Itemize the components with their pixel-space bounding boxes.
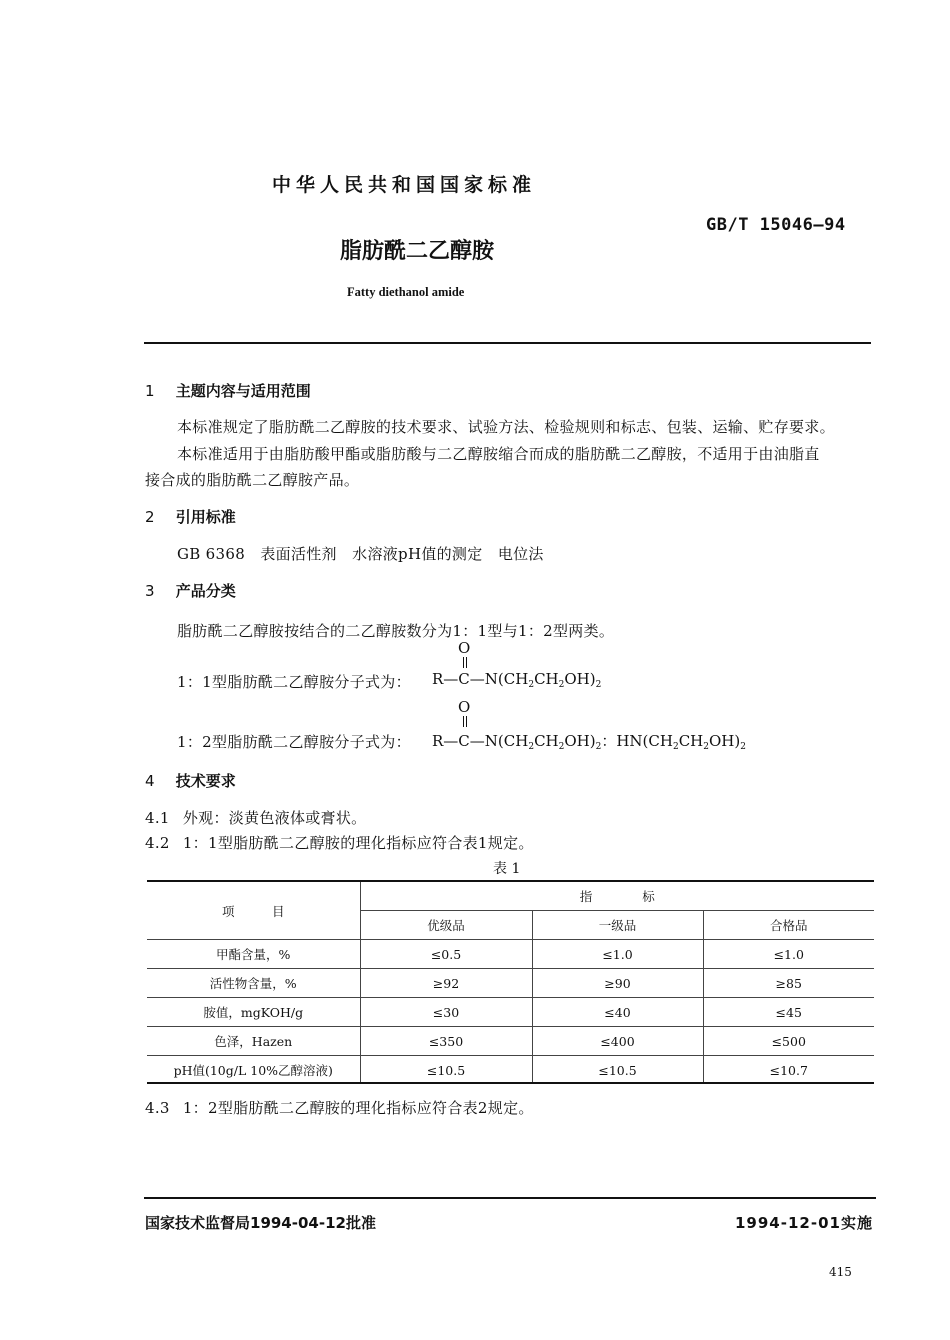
cell-value: ≤45 xyxy=(703,998,874,1027)
section-1-heading xyxy=(145,380,311,401)
section-title: 主题内容与适用范围 xyxy=(175,382,311,400)
row-label: 活性物含量，% xyxy=(147,969,360,998)
referenced-standard: GB 6368 表面活性剂 水溶液pH值的测定 电位法 xyxy=(177,545,544,563)
section-number: 2 xyxy=(145,508,155,526)
cell-value: ≥92 xyxy=(360,969,532,998)
formula-1-double-bond xyxy=(463,657,467,668)
clause-text: 外观：淡黄色液体或膏状。 xyxy=(182,809,367,827)
column-header-grade: 一级品 xyxy=(532,911,703,940)
cell-value: ≤0.5 xyxy=(360,940,532,969)
table-row xyxy=(147,1056,874,1085)
formula-1 xyxy=(432,670,601,690)
table-row xyxy=(147,1027,874,1056)
paragraph-continuation: 接合成的脂肪酰二乙醇胺产品。 xyxy=(145,471,360,489)
formula-text: CH xyxy=(534,670,559,688)
subscript: 2 xyxy=(528,742,535,752)
subscript: 2 xyxy=(558,742,565,752)
national-standard-heading: 中华人民共和国国家标准 xyxy=(272,174,537,196)
formula-text: R— xyxy=(432,732,459,750)
formula-text: OH) xyxy=(564,670,596,688)
spec-table xyxy=(147,882,874,1084)
column-header-item: 项 目 xyxy=(147,882,360,940)
formula-text: CH xyxy=(678,732,704,750)
row-label: pH值(10g/L 10%乙醇溶液) xyxy=(173,1063,333,1078)
cell-value: ≤400 xyxy=(532,1027,703,1056)
formula-1-label: 1：1型脂肪酰二乙醇胺分子式为： xyxy=(177,673,411,691)
formula-text: CH xyxy=(534,732,559,750)
cell-value: ≤500 xyxy=(703,1027,874,1056)
approval-line: 国家技术监督局1994-04-12批准 xyxy=(145,1214,376,1232)
paragraph: 脂肪酰二乙醇胺按结合的二乙醇胺数分为1：1型与1：2型两类。 xyxy=(177,622,615,640)
cell-value: ≤10.7 xyxy=(703,1056,874,1085)
section-number: 3 xyxy=(145,582,155,600)
section-title: 技术要求 xyxy=(175,772,236,790)
cell-value: ≤30 xyxy=(360,998,532,1027)
formula-1-oxygen: O xyxy=(458,639,471,657)
cell-value: ≤1.0 xyxy=(703,940,874,969)
document-title-cn: 脂肪酰二乙醇胺 xyxy=(340,239,495,264)
table-caption: 表 1 xyxy=(493,861,521,877)
clause-number: 4.3 xyxy=(145,1099,170,1117)
subscript: 2 xyxy=(703,742,709,752)
clause-number: 4.2 xyxy=(145,834,170,852)
formula-text: C xyxy=(458,732,470,750)
table-row xyxy=(147,940,874,969)
section-title: 产品分类 xyxy=(175,582,236,600)
subscript: 2 xyxy=(528,680,535,690)
section-4-heading xyxy=(145,770,236,791)
section-number: 1 xyxy=(145,382,155,400)
effective-date: 1994-12-01实施 xyxy=(735,1214,873,1232)
header-rule xyxy=(144,342,871,344)
row-label: 胺值，mgKOH/g xyxy=(147,998,360,1027)
clause-4-1 xyxy=(145,807,366,828)
cell-value: ≤1.0 xyxy=(532,940,703,969)
footer-rule xyxy=(144,1197,876,1199)
formula-text: —N(CH xyxy=(469,670,529,688)
cell-value: ≤10.5 xyxy=(532,1056,703,1085)
cell-value: ≥90 xyxy=(532,969,703,998)
standard-number: GB/T 15046—94 xyxy=(706,215,846,235)
column-header-grade: 优级品 xyxy=(360,911,532,940)
formula-text: —N(CH xyxy=(469,732,529,750)
subscript: 2 xyxy=(595,680,602,690)
clause-text: 1：2型脂肪酰二乙醇胺的理化指标应符合表2规定。 xyxy=(182,1099,534,1117)
column-header-grade: 合格品 xyxy=(703,911,874,940)
row-label: 色泽，Hazen xyxy=(147,1027,360,1056)
cell-value: ≤350 xyxy=(360,1027,532,1056)
subscript: 2 xyxy=(740,742,746,752)
paragraph: 本标准适用于由脂肪酸甲酯或脂肪酸与二乙醇胺缩合而成的脂肪酰二乙醇胺，不适用于由油脂直 xyxy=(177,445,820,463)
formula-2-double-bond xyxy=(463,716,467,727)
clause-number: 4.1 xyxy=(145,809,170,827)
column-header-group: 指 标 xyxy=(360,882,874,911)
clause-4-2 xyxy=(145,832,534,853)
row-label: 甲酯含量，% xyxy=(147,940,360,969)
table-row xyxy=(147,998,874,1027)
clause-4-3 xyxy=(145,1097,534,1118)
section-title: 引用标准 xyxy=(175,508,236,526)
page-number: 415 xyxy=(829,1265,852,1279)
formula-text: C xyxy=(458,670,470,688)
subscript: 2 xyxy=(672,742,679,752)
cell-value: ≤10.5 xyxy=(360,1056,532,1085)
section-3-heading xyxy=(145,580,236,601)
document-title-en: Fatty diethanol amide xyxy=(347,285,465,299)
section-2-heading xyxy=(145,506,236,527)
formula-text: OH) xyxy=(564,732,596,750)
section-number: 4 xyxy=(145,772,155,790)
paragraph: 本标准规定了脂肪酰二乙醇胺的技术要求、试验方法、检验规则和标志、包装、运输、贮存要求。 xyxy=(177,418,835,436)
formula-2 xyxy=(432,730,746,752)
table-bottom-rule xyxy=(147,1082,874,1084)
formula-text: OH) xyxy=(708,732,741,750)
formula-text: R— xyxy=(432,670,459,688)
subscript: 2 xyxy=(595,742,602,752)
cell-value: ≤40 xyxy=(532,998,703,1027)
formula-2-oxygen: O xyxy=(458,698,471,716)
clause-text: 1：1型脂肪酰二乙醇胺的理化指标应符合表1规定。 xyxy=(182,834,534,852)
subscript: 2 xyxy=(558,680,565,690)
formula-text: ：HN(CH xyxy=(601,732,673,750)
formula-2-label: 1：2型脂肪酰二乙醇胺分子式为： xyxy=(177,733,411,751)
table-row xyxy=(147,969,874,998)
cell-value: ≥85 xyxy=(703,969,874,998)
